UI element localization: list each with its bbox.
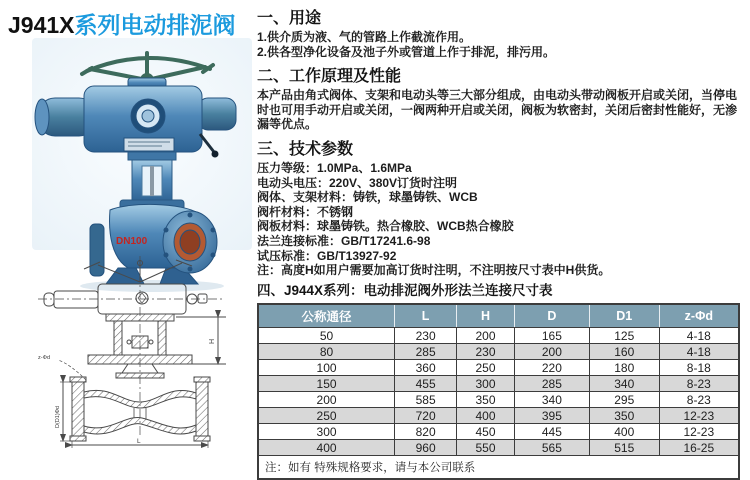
table-cell: 960 (395, 440, 457, 456)
dn-size-badge: DN100 (116, 236, 148, 247)
valve-photo (32, 38, 252, 250)
param-height-note: 注：高度H如用户需要加高订货时注明，不注明按尺寸表中H供货。 (257, 263, 611, 278)
column-header: D1 (589, 304, 659, 328)
table-cell: 200 (258, 392, 395, 408)
table-cell: 165 (514, 328, 589, 344)
table-cell: 445 (514, 424, 589, 440)
dimension-D (55, 382, 72, 441)
dim-label-D: D(D1)Φd (55, 405, 61, 428)
table-cell: 295 (589, 392, 659, 408)
spec-table-body (258, 328, 739, 456)
table-row (258, 344, 739, 360)
table-cell: 360 (395, 360, 457, 376)
actuator-right-stub (198, 98, 236, 130)
table-cell: 220 (514, 360, 589, 376)
table-cell: 400 (457, 408, 515, 424)
table-cell: 720 (395, 408, 457, 424)
table-cell: 8-18 (659, 360, 739, 376)
table-cell: 230 (395, 328, 457, 344)
usage-line-2: 2.供各型净化设备及池子外或管道上作于排泥，排污用。 (257, 44, 556, 59)
dimension-table (257, 303, 740, 480)
table-cell: 50 (258, 328, 395, 344)
table-cell: 585 (395, 392, 457, 408)
principle-body: 本产品由角式阀体、支架和电动头等三大部分组成，由电动头带动阀板开启或关闭，当停电时也可用手动开启或关闭，一阀两种开启或关闭，阀板为软密封，关闭后密封性能好，无渗漏等优点。 (257, 88, 738, 132)
table-cell: 515 (589, 440, 659, 456)
section-principle-heading: 二、工作原理及性能 (257, 68, 402, 86)
param-body-material: 阀体、支架材料：铸铁，球墨铸铁、WCB (257, 190, 478, 205)
table-note-row (258, 456, 739, 480)
table-cell: 100 (258, 360, 395, 376)
table-cell: 4-18 (659, 328, 739, 344)
table-note: 注：如有 特殊规格要求，请与本公司联系 (258, 456, 739, 480)
table-row (258, 392, 739, 408)
table-cell: 455 (395, 376, 457, 392)
leader-z-phid (38, 355, 86, 380)
table-cell: 285 (395, 344, 457, 360)
dim-label-L: L (137, 438, 141, 445)
param-stem-material: 阀杆材料：不锈钢 (257, 204, 354, 219)
spec-table-head-row (258, 304, 739, 328)
section-dimensions-heading: 四、J944X系列：电动排泥阀外形法兰连接尺寸表 (257, 282, 553, 298)
param-pressure: 压力等级：1.0MPa、1.6MPa (257, 160, 412, 175)
param-disc-material: 阀板材料：球墨铸铁。热合橡胶、WCB热合橡胶 (257, 219, 514, 234)
table-cell: 200 (514, 344, 589, 360)
table-cell: 160 (589, 344, 659, 360)
column-header: z-Φd (659, 304, 739, 328)
table-cell: 180 (589, 360, 659, 376)
table-cell: 125 (589, 328, 659, 344)
param-voltage: 电动头电压：220V、380V订货时注明 (257, 175, 458, 190)
table-cell: 395 (514, 408, 589, 424)
valve-drawing (30, 252, 250, 450)
section-usage-heading: 一、用途 (257, 10, 322, 27)
table-cell: 80 (258, 344, 395, 360)
table-cell: 250 (457, 360, 515, 376)
table-cell: 150 (258, 376, 395, 392)
table-cell: 820 (395, 424, 457, 440)
column-header: 公称通径 (258, 304, 395, 328)
table-cell: 250 (258, 408, 395, 424)
spec-text-column (257, 9, 746, 480)
table-row (258, 376, 739, 392)
table-cell: 8-23 (659, 376, 739, 392)
table-cell: 16-25 (659, 440, 739, 456)
table-cell: 4-18 (659, 344, 739, 360)
drawing-handwheel (84, 260, 192, 282)
table-cell: 12-23 (659, 424, 739, 440)
page-title (8, 7, 236, 40)
column-header: D (514, 304, 589, 328)
table-row (258, 360, 739, 376)
column-header: L (395, 304, 457, 328)
table-cell: 400 (589, 424, 659, 440)
table-cell: 12-23 (659, 408, 739, 424)
flange-bore (180, 230, 200, 254)
table-cell: 550 (457, 440, 515, 456)
table-row (258, 440, 739, 456)
table-row (258, 424, 739, 440)
table-cell: 450 (457, 424, 515, 440)
table-cell: 350 (457, 392, 515, 408)
param-flange-standard: 法兰连接标准：GB/T17241.6-98 (257, 233, 431, 248)
column-header: H (457, 304, 515, 328)
dimension-L (72, 438, 208, 448)
dim-label-H: H (209, 338, 216, 344)
valve-stem (150, 166, 154, 196)
table-cell: 300 (457, 376, 515, 392)
table-cell: 285 (514, 376, 589, 392)
table-row (258, 328, 739, 344)
series-name: 系列电动排泥阀 (74, 12, 236, 38)
table-cell: 300 (258, 424, 395, 440)
table-cell: 8-23 (659, 392, 739, 408)
section-parameters-heading: 三、技术参数 (257, 140, 354, 158)
usage-line-1: 1.供介质为液、气的管路上作截流作用。 (257, 30, 472, 44)
table-cell: 340 (514, 392, 589, 408)
table-cell: 400 (258, 440, 395, 456)
table-cell: 230 (457, 344, 515, 360)
dim-label-z: z-Φd (38, 355, 51, 361)
table-row (258, 408, 739, 424)
nameplate (124, 138, 174, 151)
table-cell: 340 (589, 376, 659, 392)
table-cell: 565 (514, 440, 589, 456)
model-code: J941X (8, 12, 75, 38)
param-test-standard: 试压标准：GB/T13927-92 (257, 248, 397, 263)
valve-photo-svg (32, 38, 252, 250)
table-cell: 200 (457, 328, 515, 344)
drawing-yoke (88, 314, 192, 378)
table-cell: 350 (589, 408, 659, 424)
valve-drawing-svg (30, 252, 250, 450)
